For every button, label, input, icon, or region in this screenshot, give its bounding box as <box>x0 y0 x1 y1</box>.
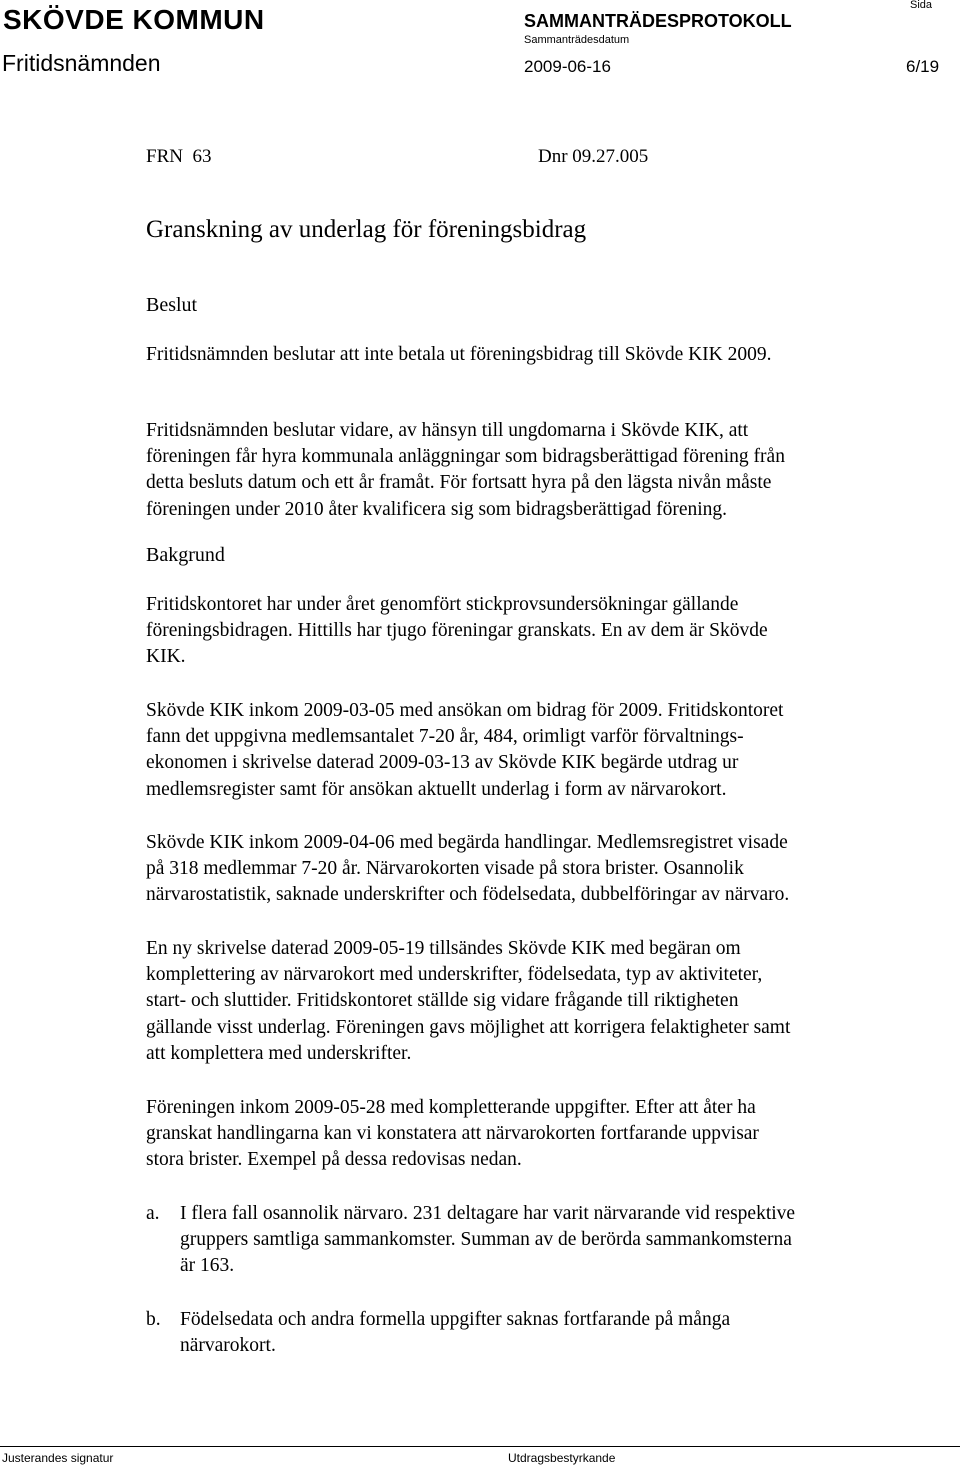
case-title: Granskning av underlag för föreningsbidrag <box>146 216 587 243</box>
text-line: är 163. <box>180 1255 235 1277</box>
text-line: KIK. <box>146 646 186 668</box>
text-line: I flera fall osannolik närvaro. 231 deltagare har varit närvarande vid respektive <box>180 1203 796 1224</box>
list-item-text <box>180 1307 730 1359</box>
text-line: granskat handlingarna kan vi konstatera att närvarokorten fortfarande uppvisar <box>146 1123 759 1145</box>
text-line: Fritidsnämnden beslutar att inte betala ut föreningsbidrag till Skövde KIK 2009. <box>146 344 772 365</box>
document-type: SAMMANTRÄDESPROTOKOLL <box>524 11 792 31</box>
text-line: detta besluts datum och ett år framåt. För fortsatt hyra på den lägsta nivån måste <box>146 472 772 494</box>
text-line: stora brister. Exempel på dessa redovisas nedan. <box>146 1149 522 1171</box>
text-line: att komplettera med underskrifter. <box>146 1042 412 1064</box>
beslut-paragraph-2 <box>146 418 926 523</box>
text-line: komplettering av närvarokort med underskrifter, födelsedata, typ av aktiviteter, <box>146 964 763 986</box>
text-line: närvarostatistik, saknade underskrifter och födelsedata, dubbelföringar av närvaro. <box>146 884 790 906</box>
text-line: medlemsregister samt för ansökan aktuellt underlag i form av närvarokort. <box>146 778 727 800</box>
text-line: En ny skrivelse daterad 2009-05-19 tillsändes Skövde KIK med begäran om <box>146 938 741 959</box>
text-line: Föreningen inkom 2009-05-28 med kompletterande uppgifter. Efter att åter ha <box>146 1097 756 1118</box>
page-label: Sida <box>910 0 933 11</box>
organization-logo: SKÖVDE KOMMUN <box>3 4 265 35</box>
signature-label: Justerandes signatur <box>2 1451 114 1465</box>
beslut-heading: Beslut <box>146 294 198 316</box>
text-line: föreningen får hyra kommunala anläggningar som bidragsberättigad förening från <box>146 446 785 468</box>
bakgrund-paragraph-4 <box>146 936 926 1067</box>
meeting-date: 2009-06-16 <box>524 57 611 76</box>
text-line: gällande visst underlag. Föreningen gavs möjlighet att korrigera felaktigheter samt <box>146 1016 791 1038</box>
text-line: ekonomen i skrivelse daterad 2009-03-13 av Skövde KIK begärde utdrag ur <box>146 752 739 774</box>
committee-name: Fritidsnämnden <box>2 50 161 76</box>
list-item-text <box>180 1201 795 1280</box>
text-line: föreningen under 2010 åter kvalificera sig som bidragsberättigad förening. <box>146 498 728 520</box>
certification-label: Utdragsbestyrkande <box>508 1451 616 1465</box>
text-line: Skövde KIK inkom 2009-04-06 med begärda handlingar. Medlemsregistret visade <box>146 832 788 853</box>
footer-divider <box>0 1446 960 1447</box>
bakgrund-paragraph-1 <box>146 592 926 671</box>
bakgrund-paragraph-3 <box>146 830 926 909</box>
text-line: Födelsedata och andra formella uppgifter saknas fortfarande på många <box>180 1309 731 1330</box>
case-dnr: Dnr 09.27.005 <box>538 146 649 167</box>
text-line: på 318 medlemmar 7-20 år. Närvarokorten visade på stora brister. Osannolik <box>146 858 744 880</box>
list-marker: b. <box>146 1309 161 1330</box>
text-line: Skövde KIK inkom 2009-03-05 med ansökan om bidrag för 2009. Fritidskontoret <box>146 700 784 721</box>
bakgrund-paragraph-2 <box>146 698 926 803</box>
text-line: närvarokort. <box>180 1335 276 1357</box>
meeting-date-label: Sammanträdesdatum <box>524 34 630 46</box>
text-line: fann det uppgivna medlemsantalet 7-20 år, 484, orimligt varför förvaltnings- <box>146 726 744 748</box>
page-number: 6/19 <box>906 57 940 76</box>
text-line: Fritidsnämnden beslutar vidare, av hänsyn till ungdomarna i Skövde KIK, att <box>146 420 749 441</box>
text-line: start- och sluttider. Fritidskontoret ställde sig vidare frågande till riktigheten <box>146 990 739 1012</box>
list-marker: a. <box>146 1203 160 1224</box>
beslut-paragraph-1 <box>146 342 926 368</box>
bakgrund-paragraph-5 <box>146 1095 926 1174</box>
case-number: FRN 63 <box>146 146 212 167</box>
text-line: föreningsbidragen. Hittills har tjugo föreningar granskats. En av dem är Skövde <box>146 620 768 642</box>
text-line: gruppers samtliga sammankomster. Summan av de berörda sammankomsterna <box>180 1229 792 1251</box>
text-line: Fritidskontoret har under året genomfört stickprovsundersökningar gällande <box>146 594 739 615</box>
bakgrund-heading: Bakgrund <box>146 544 225 566</box>
